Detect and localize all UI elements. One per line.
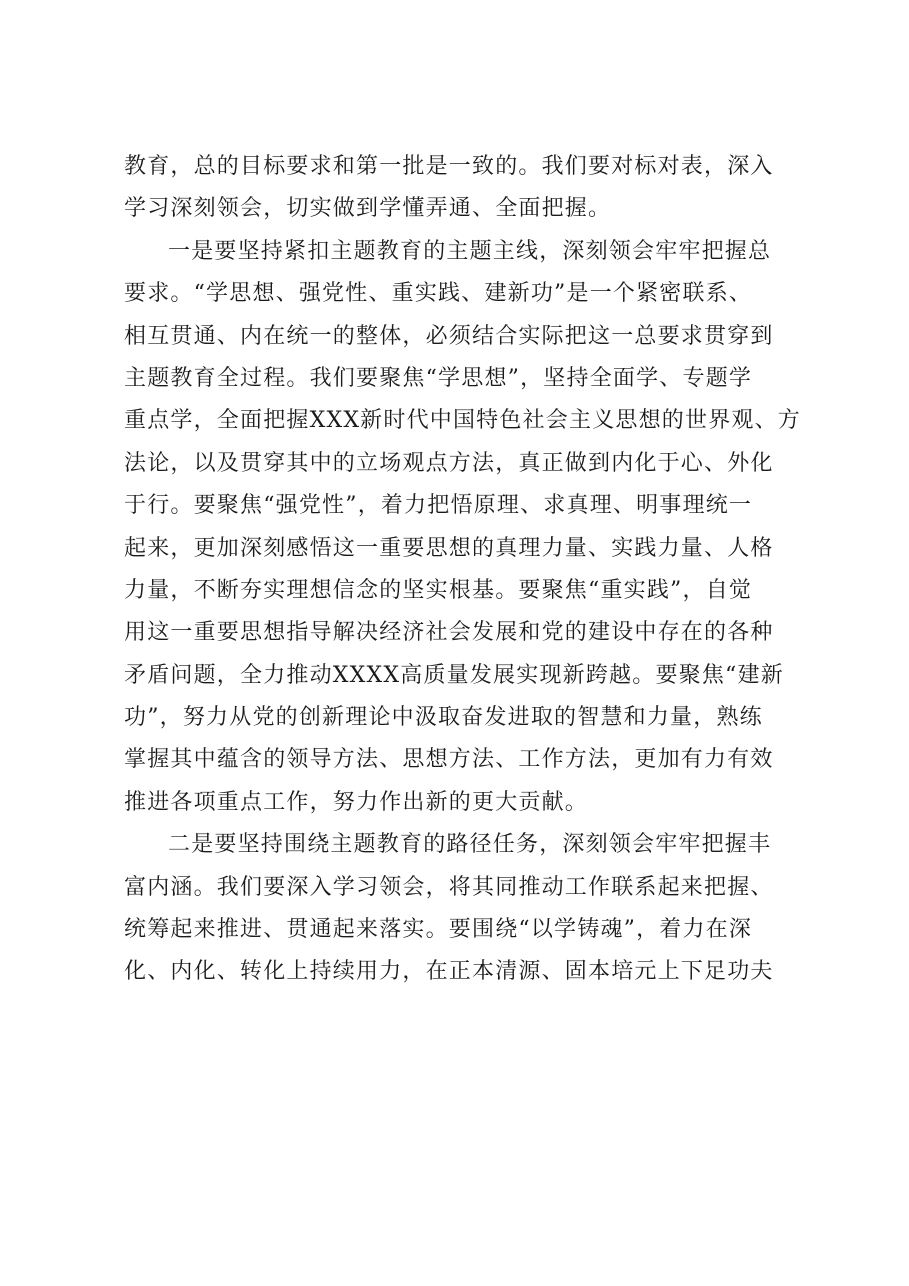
text-line: 教育，总的目标要求和第一批是一致的。我们要对标对表，深入 xyxy=(124,154,774,179)
text-line: 重点学，全面把握XXX新时代中国特色社会主义思想的世界观、方 xyxy=(124,408,801,434)
text-line: 学习深刻领会，切实做到学懂弄通、全面把握。 xyxy=(124,196,612,222)
paragraph-1 xyxy=(124,146,804,231)
text-line: 起来，更加深刻感悟这一重要思想的真理力量、实践力量、人格 xyxy=(124,535,774,561)
document-body xyxy=(124,146,804,994)
text-line: 力量，不断夯实理想信念的坚实根基。要聚焦“重实践”，自觉 xyxy=(124,577,753,603)
text-line: 化、内化、转化上持续用力，在正本清源、固本培元上下足功夫 xyxy=(124,959,774,985)
text-line: 用这一重要思想指导解决经济社会发展和党的建设中存在的各种 xyxy=(124,620,774,646)
paragraph-3 xyxy=(124,824,804,994)
text-line: 二是要坚持围绕主题教育的路径任务，深刻领会牢牢把握丰 xyxy=(168,832,772,858)
paragraph-2 xyxy=(124,231,804,824)
text-line: 要求。“学思想、强党性、重实践、建新功”是一个紧密联系、 xyxy=(124,281,753,307)
text-line: 法论，以及贯穿其中的立场观点方法，真正做到内化于心、外化 xyxy=(124,450,774,476)
text-line: 推进各项重点工作，努力作出新的更大贡献。 xyxy=(124,789,589,815)
text-line: 统筹起来推进、贯通起来落实。要围绕“以学铸魂”，着力在深 xyxy=(124,917,753,943)
text-line: 富内涵。我们要深入学习领会，将其同推动工作联系起来把握、 xyxy=(124,874,774,900)
text-line: 矛盾问题，全力推动XXXX高质量发展实现新跨越。要聚焦“建新 xyxy=(124,662,784,688)
text-line: 主题教育全过程。我们要聚焦“学思想”，坚持全面学、专题学 xyxy=(124,365,753,391)
text-line: 于行。要聚焦“强党性”，着力把悟原理、求真理、明事理统一 xyxy=(124,493,753,519)
text-line: 相互贯通、内在统一的整体，必须结合实际把这一总要求贯穿到 xyxy=(124,323,774,349)
text-line: 功”，努力从党的创新理论中汲取奋发进取的智慧和力量，熟练 xyxy=(124,705,763,731)
text-line: 掌握其中蕴含的领导方法、思想方法、工作方法，更加有力有效 xyxy=(124,747,774,773)
text-line: 一是要坚持紧扣主题教育的主题主线，深刻领会牢牢把握总 xyxy=(168,238,772,264)
